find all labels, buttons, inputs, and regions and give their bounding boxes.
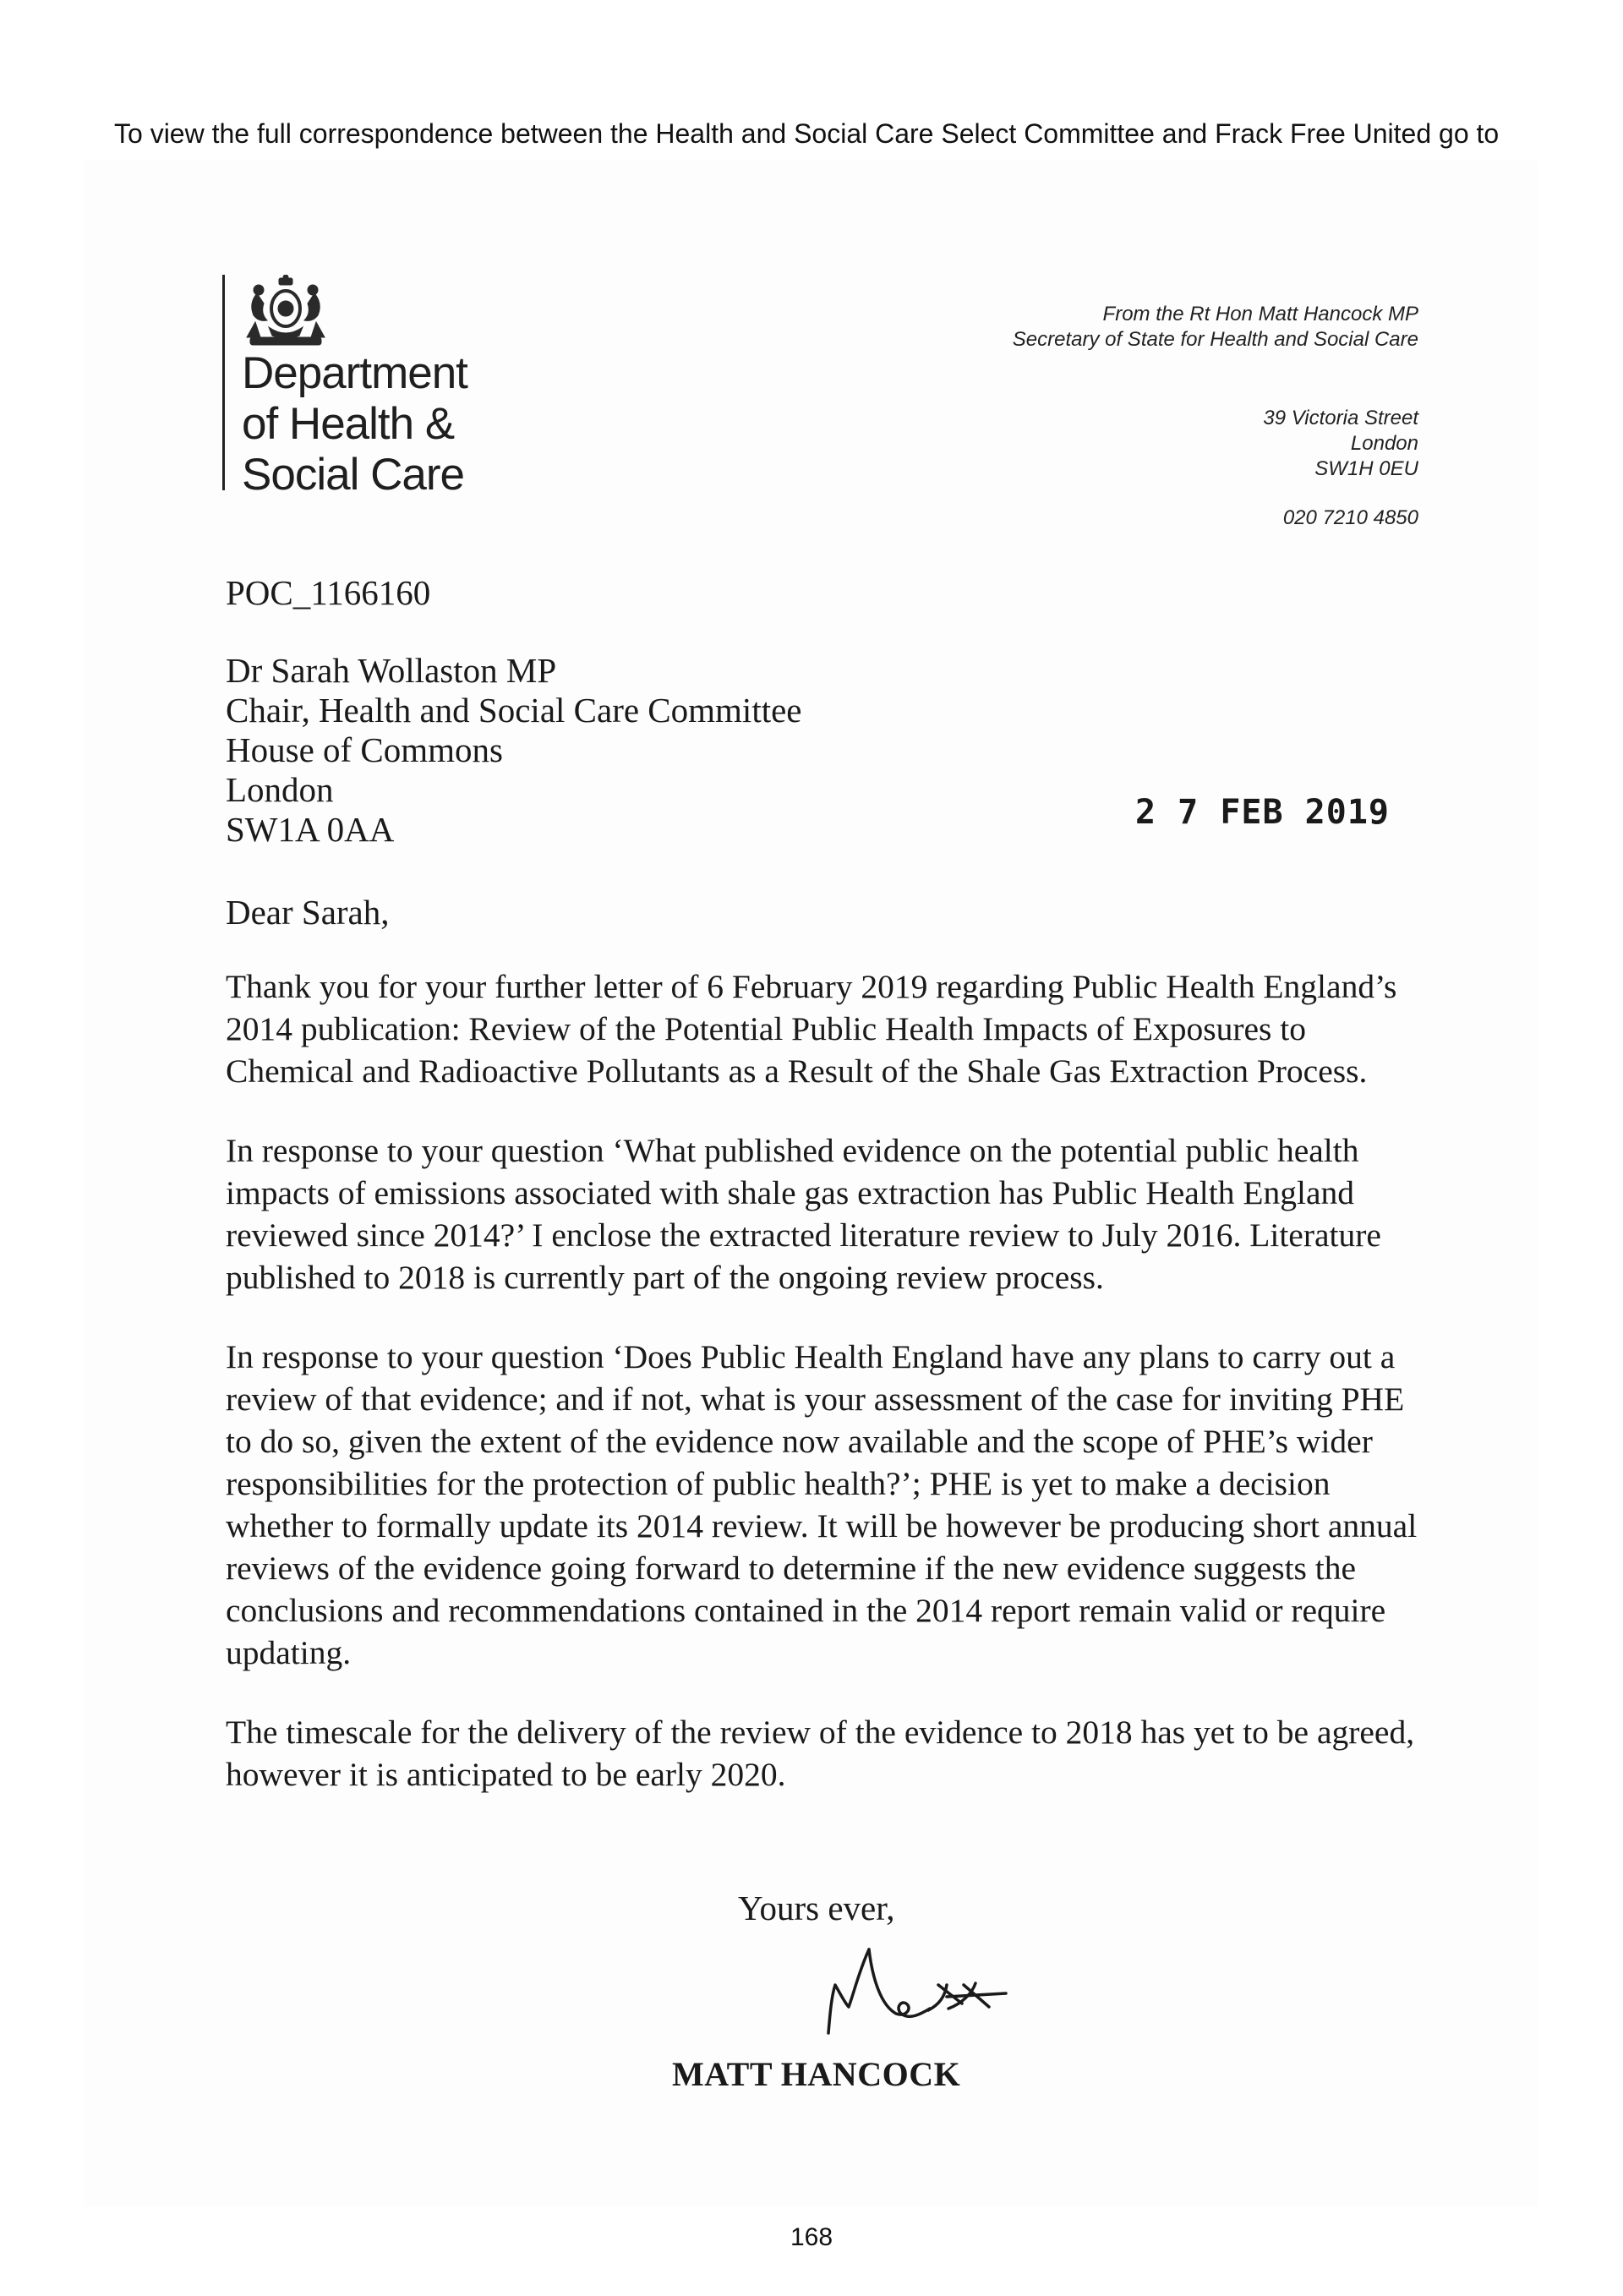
department-line: Social Care [242,450,464,500]
recipient-line: Chair, Health and Social Care Committee [226,691,802,730]
address-line: 39 Victoria Street [1263,407,1418,429]
department-line: of Health & [242,399,455,449]
recipient-line: London [226,770,334,809]
closing: Yours ever, [738,1889,895,1927]
intro-text: To view the full correspondence between the Health and Social Care Select Committee and Frack Free United go to [114,118,1500,149]
department-name [242,348,467,500]
royal-crest-icon [238,275,333,351]
sender-name: From the Rt Hon Matt Hancock MP [1102,303,1418,325]
reference-number: POC_1166160 [226,573,431,612]
sender-block [1013,302,1418,353]
recipient-line: SW1A 0AA [226,810,395,849]
sender-address [1263,406,1418,482]
address-line: SW1H 0EU [1314,457,1418,480]
body-paragraph: Thank you for your further letter of 6 February 2019 regarding Public Health England’s 2014 publication: Review of the Potential Public Health Impacts of Exposures to Chemical and Radioactive Pollutants as a Result of the Shale Gas Extraction Process. [226,968,1397,1090]
body-paragraph: In response to your question ‘Does Public Health England have any plans to carry out a review of that evidence; and if not, what is your assessment of the case for inviting PHE to do so, given the extent of the evidence now available and the scope of PHE’s wider responsibilities for the protection of public health?’; PHE is yet to make a decision whether to formally update its 2014 review. It will be however be producing short annual reviews of the evidence going forward to determine if the new evidence suggests the conclusions and recommendations contained in the 2014 report remain valid or require updating. [226,1338,1418,1671]
address-line: London [1350,432,1418,455]
recipient-line: Dr Sarah Wollaston MP [226,651,557,690]
letter-body [226,965,1434,1833]
salutation: Dear Sarah, [226,893,390,932]
letterhead-rule [222,275,225,490]
page-number: 168 [790,2223,833,2251]
recipient-line: House of Commons [226,730,503,769]
date-stamp: 2 7 FEB 2019 [1135,793,1390,832]
recipient-address [226,651,802,850]
handwritten-signature [820,1944,1014,2046]
signer-name: MATT HANCOCK [672,2055,961,2093]
body-paragraph: In response to your question ‘What published evidence on the potential public health impacts of emissions associated with shale gas extraction has Public Health England reviewed since 2014?’ I enclose the extracted literature review to July 2016. Literature published to 2018 is currently part of the ongoing review process. [226,1132,1381,1296]
sender-title: Secretary of State for Health and Social Care [1012,328,1418,351]
body-paragraph: The timescale for the delivery of the review of the evidence to 2018 has yet to be agreed, however it is anticipated to be early 2020. [226,1714,1415,1793]
sender-phone: 020 7210 4850 [1282,506,1418,529]
department-line: Department [242,348,467,398]
